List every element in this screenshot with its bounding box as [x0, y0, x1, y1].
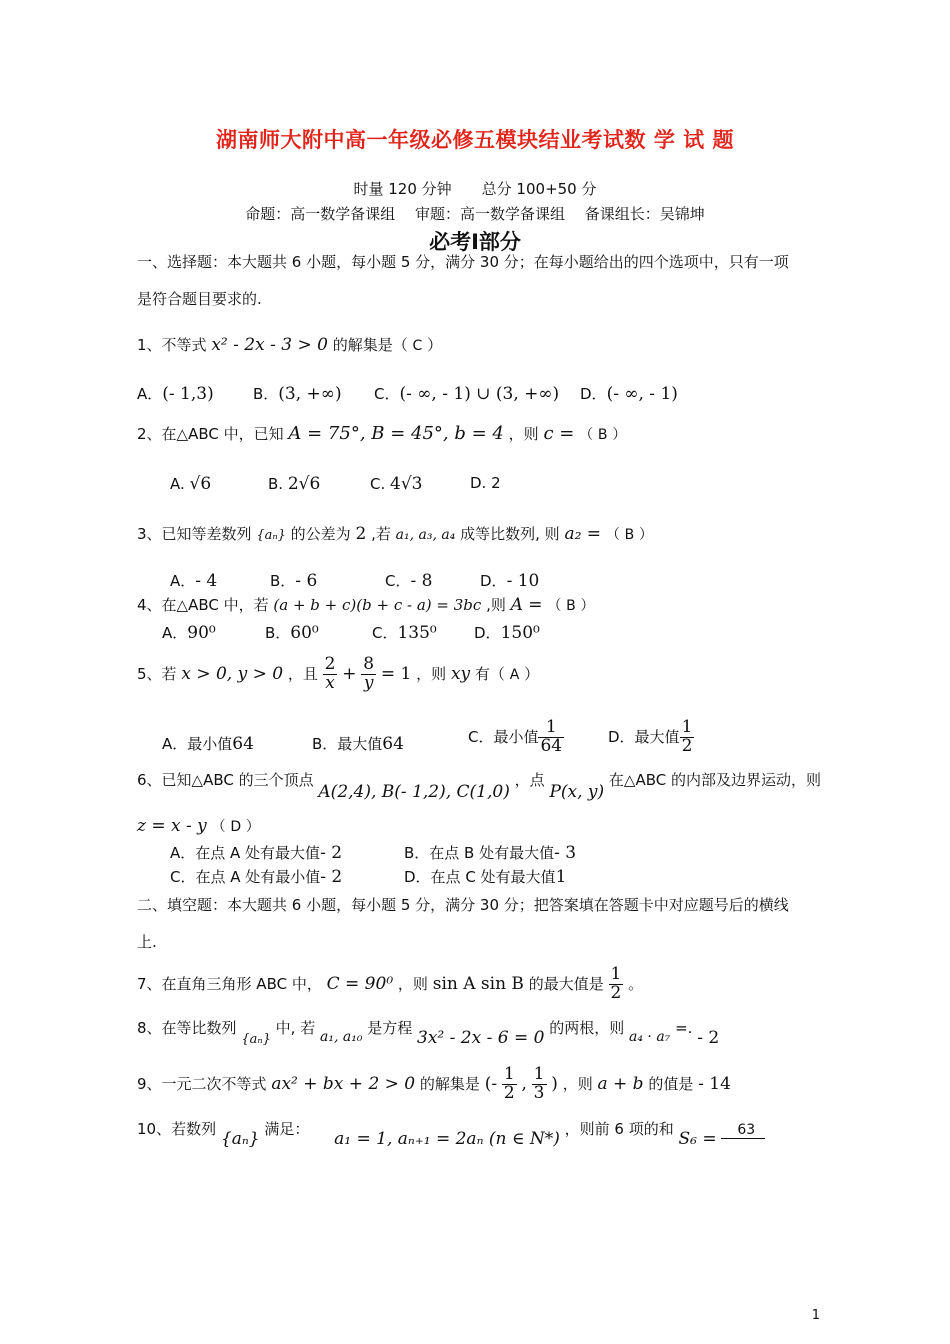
- q1-tail: 的解集是（: [332, 336, 408, 354]
- q3-answer: B: [624, 527, 635, 543]
- q1-close: ）: [427, 336, 443, 354]
- q2-option-d: D. 2: [470, 474, 501, 492]
- q4-option-c: C．135⁰: [372, 623, 437, 643]
- q6-option-c: C．在点 A 处有最小值- 2: [170, 867, 343, 887]
- question-1: [137, 334, 442, 355]
- q5-option-b: B．最大值64: [312, 734, 404, 754]
- part1-intro-line1: 一、选择题：本大题共 6 小题，每小题 5 分，满分 30 分；在每小题给出的四个选项中，只有一项: [137, 253, 789, 271]
- q2-option-c: C. 4√3: [370, 474, 423, 494]
- q10-answer-blank: [721, 1120, 765, 1139]
- question-6: 6、已知△ABC 的三个顶点 A(2,4), B(- 1,2), C(1,0) ，点 P(x, y) 在△ABC 的内部及边界运动，则: [137, 771, 821, 802]
- question-2: 2、在△ABC 中，已知 A = 75°, B = 45°, b = 4 ，则 c = （ B ）: [137, 423, 627, 444]
- question-3: 3、已知等差数列 {aₙ} 的公差为 2 ,若 a₁, a₃, a₄ 成等比数列, 则 a₂ = （ B ）: [137, 524, 653, 544]
- q6-vertices: A(2,4), B(- 1,2), C(1,0): [318, 782, 510, 802]
- q2-option-b: B. 2√6: [268, 474, 321, 494]
- q3-option-b: B．- 6: [270, 571, 318, 591]
- q6-answer: D: [230, 819, 242, 835]
- q4-condition: (a + b + c)(b + c - a) = 3bc: [273, 596, 482, 614]
- question-10: 10、若数列 {aₙ} 满足： a₁ = 1, aₙ₊₁ = 2aₙ (n ∈ N*) ，则前 6 项的和 S₆ = 63: [137, 1118, 765, 1139]
- q3-sequence: {aₙ}: [256, 528, 286, 543]
- exam-meta-time: 时量 120 分钟 总分 100+50 分: [353, 180, 597, 198]
- part2-intro-line2: 上.: [137, 933, 157, 951]
- q1-option-a: A．(- 1,3): [137, 384, 214, 404]
- q6-option-d: D．在点 C 处有最大值1: [404, 867, 567, 887]
- q1-option-c: C．(- ∞, - 1) ∪ (3, +∞): [374, 384, 560, 404]
- q6-option-b: B．在点 B 处有最大值- 3: [404, 843, 577, 863]
- q7-answer: $\frac{1}{2}$: [610, 964, 622, 1003]
- q9-answer: - 14: [698, 1073, 731, 1094]
- q3-option-a: A．- 4: [170, 571, 218, 591]
- question-9: 9、一元二次不等式 ax² + bx + 2 > 0 的解集是 (- $\frac{1}{2}$ , $\frac{1}{3}$ ) ，则 a + b 的值是 - 14: [137, 1064, 731, 1103]
- q5-option-d: D．最大值 $\frac{1}{2}$: [608, 717, 693, 756]
- question-7: 7、在直角三角形 ABC 中， C = 90⁰ ，则 sin A sin B 的最大值是 $\frac{1}{2}$ 。: [137, 964, 644, 1003]
- question-4: 4、在△ABC 中，若 (a + b + c)(b + c - a) = 3bc ,则 A = （ B ）: [137, 595, 595, 615]
- q5-condition: x > 0, y > 0: [181, 663, 284, 684]
- q1-option-d: D．(- ∞, - 1): [580, 384, 678, 404]
- q4-option-b: B．60⁰: [265, 623, 319, 643]
- q3-option-d: D．- 10: [480, 571, 540, 591]
- section-heading: 必考Ⅰ部分: [429, 230, 521, 254]
- q4-option-d: D．150⁰: [474, 623, 540, 643]
- question-5: 5、若 x > 0, y > 0 ，且 $\frac{2}{x}$ + $\frac{8}{y}$ = 1 ，则 xy 有（ A ）: [137, 654, 540, 693]
- q1-option-b: B．(3, +∞): [253, 384, 342, 404]
- part2-intro-line1: 二、填空题：本大题共 6 小题，每小题 5 分，满分 30 分；把答案填在答题卡中对应题号后的横线: [137, 896, 789, 914]
- q4-answer: B: [566, 598, 576, 614]
- q5-option-a: A．最小值64: [162, 734, 254, 754]
- q10-answer: 63: [737, 1122, 756, 1138]
- q2-option-a: A. √6: [170, 474, 212, 494]
- question-8: 8、在等比数列 {aₙ} 中, 若 a₁, a₁₀ 是方程 3x² - 2x - 6 = 0 的两根，则 a₄ · a₇ =. - 2: [137, 1019, 720, 1048]
- exam-meta-authors: 命题：高一数学备课组 审题：高一数学备课组 备课组长：吴锦坤: [245, 205, 705, 223]
- q4-option-a: A．90⁰: [162, 623, 216, 643]
- q5-answer: A: [509, 666, 520, 683]
- exam-title: 湖南师大附中高一年级必修五模块结业考试数 学 试 题: [216, 128, 734, 152]
- q8-answer: - 2: [697, 1028, 720, 1048]
- q2-answer: B: [597, 427, 608, 443]
- q2-given: A = 75°, B = 45°, b = 4: [288, 423, 504, 444]
- q3-option-c: C．- 8: [385, 571, 433, 591]
- q6-option-a: A．在点 A 处有最大值- 2: [170, 843, 343, 863]
- q6-objective: z = x - y （ D ）: [137, 816, 260, 836]
- part1-intro-line2: 是符合题目要求的.: [137, 290, 262, 308]
- q1-inequality: x² - 2x - 3 > 0: [211, 335, 328, 355]
- q1-answer: C: [412, 338, 423, 354]
- page-number: 1: [811, 1308, 820, 1323]
- q1-stem: 1、不等式: [137, 336, 207, 354]
- q5-option-c: C．最小值 $\frac{1}{64}$: [468, 717, 563, 756]
